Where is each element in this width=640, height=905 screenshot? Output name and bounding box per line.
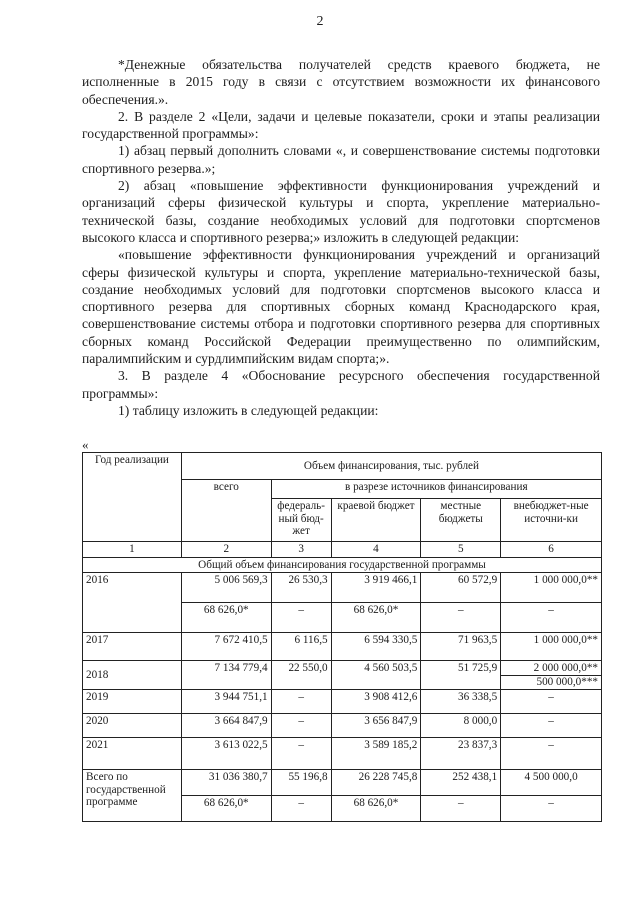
local-cell: 252 438,1	[421, 770, 501, 796]
extra-cell: 4 500 000,0	[501, 770, 602, 796]
col-number: 3	[271, 542, 331, 558]
paragraph-footnote: *Денежные обязательства получателей средств краевого бюджета, не исполненные в 2015 году в связи с отсутствием возможности их финансового обеспечения.».	[82, 57, 600, 107]
extra-value: 2 000 000,0**	[533, 662, 598, 674]
table-row	[83, 573, 602, 603]
local-cell: –	[421, 796, 501, 822]
extra-cell	[501, 661, 602, 690]
year-cell: 2019	[83, 690, 182, 714]
extra-cell: –	[501, 796, 602, 822]
table-row	[83, 690, 602, 714]
year-header: Год реализации	[83, 453, 182, 542]
regional-cell: 3 908 412,6	[331, 690, 421, 714]
local-cell: 23 837,3	[421, 738, 501, 770]
total-cell: 7 672 410,5	[181, 633, 271, 661]
total-cell: 5 006 569,3	[181, 573, 271, 603]
total-cell: 7 134 779,4	[181, 661, 271, 690]
funding-table	[82, 452, 602, 822]
total-cell: 3 613 022,5	[181, 738, 271, 770]
table-row	[83, 714, 602, 738]
federal-cell: –	[271, 714, 331, 738]
paragraph-section2: 2. В разделе 2 «Цели, задачи и целевые показатели, сроки и этапы реализации государственной программы»:	[82, 108, 600, 142]
regional-header: краевой бюджет	[331, 499, 421, 542]
paragraph-item2: 2) абзац «повышение эффективности функционирования учреждений и организаций сферы физической культуры и спорта, укрепление материально-технической базы, создание необходимых условий для подготовки спортсменов высокого класса и спортивного резерва;» изложить в следующей редакции:	[82, 178, 600, 245]
extra-header: внебюджет-ные источни-ки	[501, 499, 602, 542]
total-cell: 68 626,0*	[181, 796, 271, 822]
regional-cell: 68 626,0*	[331, 796, 421, 822]
regional-cell: 3 656 847,9	[331, 714, 421, 738]
paragraph-new-wording: «повышение эффективности функционирования учреждений и организаций сферы физической культуры и спорта, укрепление материально-технической базы, создание необходимых условий для подготовки спортсменов высокого класса и спортивного резерва для спортивных сборных команд Краснодарского края, совершенствование системы отбора и подготовки спортивного резерва для спортивных сборных команд Российской Федерации преимущественно по олимпийским, паралимпийским и сурдлимпийским видам спорта;».	[82, 247, 600, 367]
total-row	[83, 770, 602, 796]
federal-cell: 26 530,3	[271, 573, 331, 603]
regional-cell: 26 228 745,8	[331, 770, 421, 796]
extra-value-2: 500 000,0***	[501, 675, 601, 689]
total-cell: 3 664 847,9	[181, 714, 271, 738]
regional-cell: 68 626,0*	[331, 603, 421, 633]
federal-cell: –	[271, 738, 331, 770]
total-cell: 68 626,0*	[181, 603, 271, 633]
col-number: 5	[421, 542, 501, 558]
local-cell: 71 963,5	[421, 633, 501, 661]
federal-cell: –	[271, 796, 331, 822]
year-cell: 2018	[83, 661, 182, 690]
extra-cell: –	[501, 738, 602, 770]
federal-header: федераль-ный бюд-жет	[271, 499, 331, 542]
extra-cell: 1 000 000,0**	[501, 633, 602, 661]
local-cell: –	[421, 603, 501, 633]
section-title: Общий объем финансирования государственной программы	[83, 557, 602, 573]
extra-cell: 1 000 000,0**	[501, 573, 602, 603]
regional-cell: 3 589 185,2	[331, 738, 421, 770]
section-title-row	[83, 557, 602, 573]
col-number: 6	[501, 542, 602, 558]
total-label: Всего по государственной программе	[83, 770, 182, 822]
federal-cell: –	[271, 603, 331, 633]
local-cell: 51 725,9	[421, 661, 501, 690]
year-cell: 2016	[83, 573, 182, 633]
regional-cell: 6 594 330,5	[331, 633, 421, 661]
col-number: 2	[181, 542, 271, 558]
total-header: всего	[181, 480, 271, 542]
total-cell: 3 944 751,1	[181, 690, 271, 714]
open-quote: «	[82, 437, 89, 452]
table-row	[83, 633, 602, 661]
federal-cell: 55 196,8	[271, 770, 331, 796]
sources-header: в разрезе источников финансирования	[271, 480, 601, 499]
col-number: 4	[331, 542, 421, 558]
federal-cell: 6 116,5	[271, 633, 331, 661]
total-cell: 31 036 380,7	[181, 770, 271, 796]
local-cell: 60 572,9	[421, 573, 501, 603]
page-number: 2	[316, 14, 324, 29]
regional-cell: 3 919 466,1	[331, 573, 421, 603]
body-text	[82, 56, 600, 419]
federal-cell: 22 550,0	[271, 661, 331, 690]
local-header: местные бюджеты	[421, 499, 501, 542]
local-cell: 36 338,5	[421, 690, 501, 714]
year-cell: 2017	[83, 633, 182, 661]
column-numbers-row	[83, 542, 602, 558]
paragraph-section4: 3. В разделе 4 «Обоснование ресурсного обеспечения государственной программы»:	[82, 368, 600, 401]
paragraph-item1: 1) абзац первый дополнить словами «, и совершенствование системы подготовки спортивного резерва.»;	[82, 143, 600, 176]
year-cell: 2020	[83, 714, 182, 738]
extra-cell: –	[501, 690, 602, 714]
extra-cell: –	[501, 603, 602, 633]
table-row	[83, 661, 602, 690]
paragraph-table-intro: 1) таблицу изложить в следующей редакции:	[118, 402, 379, 418]
year-cell: 2021	[83, 738, 182, 770]
funding-header: Объем финансирования, тыс. рублей	[181, 453, 601, 480]
local-cell: 8 000,0	[421, 714, 501, 738]
federal-cell: –	[271, 690, 331, 714]
regional-cell: 4 560 503,5	[331, 661, 421, 690]
table-row	[83, 738, 602, 770]
header-row-1	[83, 453, 602, 480]
col-number: 1	[83, 542, 182, 558]
extra-cell: –	[501, 714, 602, 738]
